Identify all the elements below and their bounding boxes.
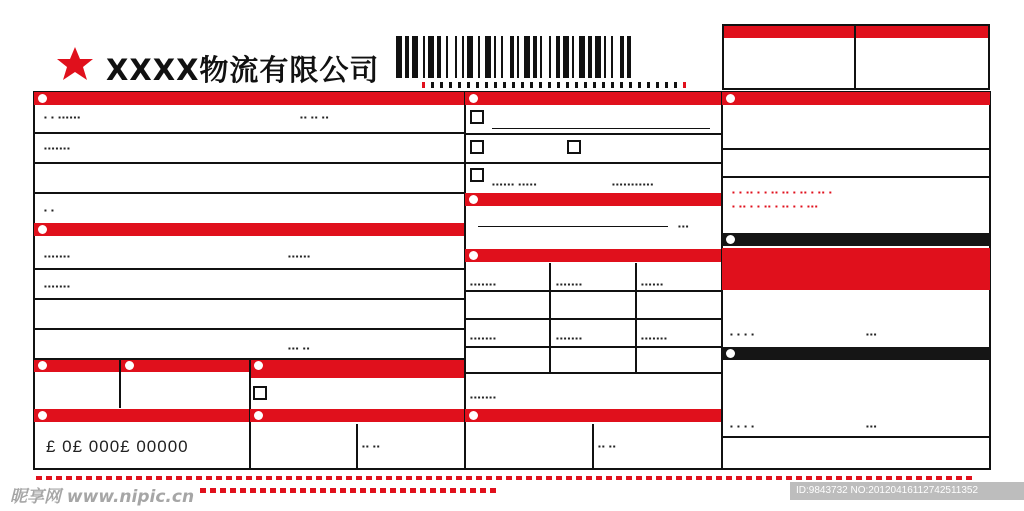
signature-divider bbox=[356, 424, 358, 470]
barcode-bar bbox=[572, 36, 574, 78]
receiver-sign-divider bbox=[592, 424, 594, 470]
barcode-bar bbox=[588, 36, 592, 78]
barcode-digit-mark bbox=[638, 82, 641, 88]
barcode-bar bbox=[405, 36, 409, 78]
barcode-digit-mark bbox=[557, 82, 560, 88]
barcode-digit-mark bbox=[602, 82, 605, 88]
fee-row-4 bbox=[465, 372, 721, 374]
fee-header bbox=[465, 249, 721, 262]
sender-sign-date: ▪▪▪ bbox=[866, 330, 878, 339]
payment-header-c bbox=[250, 359, 464, 378]
barcode-digit-mark bbox=[548, 82, 551, 88]
barcode-digit-mark bbox=[593, 82, 596, 88]
barcode-digit-mark bbox=[512, 82, 515, 88]
service-checkbox-4[interactable] bbox=[470, 168, 484, 182]
service-checkbox-3[interactable] bbox=[567, 140, 581, 154]
barcode-digit-mark bbox=[521, 82, 524, 88]
fee-marks-7: ▪▪▪▪▪▪▪ bbox=[470, 393, 497, 402]
sender-field-marks-4: ▪ ▪ bbox=[44, 206, 55, 215]
recipient-field-marks-3: ▪▪▪▪▪▪▪ bbox=[44, 282, 71, 291]
watermark-id-bar: ID:9843732 NO:20120416112742511352 bbox=[790, 482, 1024, 500]
goods-underline bbox=[478, 226, 668, 227]
barcode-digit-mark bbox=[611, 82, 614, 88]
footer-fine-print-1 bbox=[36, 476, 976, 480]
barcode-bar bbox=[428, 36, 434, 78]
barcode-icon bbox=[396, 36, 696, 90]
barcode-digit-mark bbox=[431, 82, 434, 88]
star-icon bbox=[56, 46, 94, 82]
barcode-digit-mark bbox=[485, 82, 488, 88]
amount-header bbox=[34, 409, 249, 422]
service-row-2 bbox=[465, 162, 721, 164]
fee-marks-4: ▪▪▪▪▪▪▪ bbox=[470, 334, 497, 343]
recipient-row-2 bbox=[34, 298, 464, 300]
amount-value: £ 0£ 000£ 00000 bbox=[46, 437, 189, 456]
fee-marks-6: ▪▪▪▪▪▪▪ bbox=[641, 334, 668, 343]
barcode-bar bbox=[396, 36, 402, 78]
barcode-digit-mark bbox=[422, 82, 425, 88]
sender-row-1 bbox=[34, 132, 464, 134]
payment-header-a bbox=[34, 359, 120, 372]
service-checkbox-1[interactable] bbox=[470, 110, 484, 124]
barcode-bar bbox=[455, 36, 457, 78]
recipient-field-marks-4: ▪▪▪ ▪▪ bbox=[288, 344, 311, 353]
top-right-divider bbox=[854, 24, 856, 90]
barcode-digit-mark bbox=[575, 82, 578, 88]
barcode-digit-mark bbox=[440, 82, 443, 88]
barcode-digit-mark bbox=[620, 82, 623, 88]
barcode-digit-mark bbox=[503, 82, 506, 88]
barcode-digit-mark bbox=[629, 82, 632, 88]
barcode-bar bbox=[485, 36, 491, 78]
barcode-bar bbox=[549, 36, 551, 78]
barcode-bar bbox=[540, 36, 542, 78]
declared-notice-2: ▪ ▪▪ ▪ ▪ ▪▪ ▪ ▪▪ ▪ ▪ ▪▪▪ bbox=[732, 202, 819, 211]
payment-checkbox[interactable] bbox=[253, 386, 267, 400]
sender-sign-marks: ▪ ▪ ▪ ▪ bbox=[730, 330, 756, 339]
receiver-confirm-row bbox=[722, 436, 990, 438]
barcode-digit-mark bbox=[449, 82, 452, 88]
declared-notice-1: ▪ ▪ ▪▪ ▪ ▪ ▪▪ ▪▪ ▪ ▪▪ ▪ ▪▪ ▪ bbox=[732, 188, 833, 197]
barcode-digit-mark bbox=[530, 82, 533, 88]
barcode-bar bbox=[517, 36, 519, 78]
barcode-bar bbox=[611, 36, 613, 78]
service-row-1 bbox=[465, 133, 721, 135]
service-checkbox-2[interactable] bbox=[470, 140, 484, 154]
declared-row-2 bbox=[722, 176, 990, 178]
barcode-bar bbox=[446, 36, 448, 78]
barcode-digit-mark bbox=[494, 82, 497, 88]
barcode-bar bbox=[494, 36, 496, 78]
barcode-bar bbox=[579, 36, 585, 78]
service-underline bbox=[492, 128, 710, 129]
barcode-bar bbox=[478, 36, 480, 78]
barcode-digit-mark bbox=[665, 82, 668, 88]
recipient-row-3 bbox=[34, 328, 464, 330]
barcode-bar bbox=[467, 36, 473, 78]
sender-field-marks-3: ▪▪▪▪▪▪▪ bbox=[44, 144, 71, 153]
fee-row-3 bbox=[465, 346, 721, 348]
barcode-bar bbox=[620, 36, 624, 78]
top-right-box bbox=[722, 24, 990, 90]
signature-marks: ▪▪ ▪▪ bbox=[362, 442, 381, 451]
company-name: XXXX物流有限公司 bbox=[106, 53, 380, 87]
barcode-digit-mark bbox=[476, 82, 479, 88]
service-header bbox=[465, 92, 721, 105]
receiver-sign-marks: ▪▪ ▪▪ bbox=[598, 442, 617, 451]
sender-field-marks-2: ▪▪ ▪▪ ▪▪ bbox=[300, 113, 330, 122]
barcode-bar bbox=[533, 36, 537, 78]
barcode-digit-mark bbox=[467, 82, 470, 88]
sender-header bbox=[34, 92, 464, 105]
signature-header bbox=[250, 409, 464, 422]
sender-field-marks-1: ▪ ▪ ▪▪▪▪▪▪ bbox=[44, 113, 82, 122]
barcode-digit-mark bbox=[647, 82, 650, 88]
fee-divider-1 bbox=[549, 263, 551, 372]
barcode-digit-mark bbox=[539, 82, 542, 88]
barcode-digit-mark bbox=[584, 82, 587, 88]
footer-fine-print-2 bbox=[200, 488, 500, 493]
recipient-row-1 bbox=[34, 268, 464, 270]
fee-row-2 bbox=[465, 318, 721, 320]
barcode-bar bbox=[563, 36, 569, 78]
barcode-bar bbox=[501, 36, 503, 78]
barcode-bar bbox=[510, 36, 514, 78]
barcode-bar bbox=[462, 36, 464, 78]
goods-marks: ▪▪▪ bbox=[678, 222, 690, 231]
receiver-confirm-date: ▪▪▪ bbox=[866, 422, 878, 431]
barcode-bar bbox=[627, 36, 631, 78]
sender-sign-header bbox=[722, 233, 990, 246]
fee-row-1 bbox=[465, 290, 721, 292]
declared-header bbox=[722, 92, 990, 105]
recipient-field-marks-1: ▪▪▪▪▪▪▪ bbox=[44, 252, 71, 261]
fee-marks-5: ▪▪▪▪▪▪▪ bbox=[556, 334, 583, 343]
barcode-digit-mark bbox=[458, 82, 461, 88]
barcode-bar bbox=[437, 36, 441, 78]
receiver-sign-header bbox=[465, 409, 721, 422]
barcode-bar bbox=[604, 36, 606, 78]
barcode-bar bbox=[556, 36, 560, 78]
payment-header-b bbox=[121, 359, 249, 372]
goods-header bbox=[465, 193, 721, 206]
receiver-confirm-header bbox=[722, 347, 990, 360]
fee-marks-2: ▪▪▪▪▪▪▪ bbox=[556, 280, 583, 289]
fee-marks-3: ▪▪▪▪▪▪ bbox=[641, 280, 665, 289]
barcode-digit-mark bbox=[683, 82, 686, 88]
sender-sign-notice bbox=[722, 248, 990, 290]
service-marks-1: ▪▪▪▪▪▪ ▪▪▪▪▪ bbox=[492, 180, 538, 189]
service-marks-2: ▪▪▪▪▪▪▪▪▪▪▪ bbox=[612, 180, 655, 189]
barcode-bar bbox=[423, 36, 425, 78]
recipient-header bbox=[34, 223, 464, 236]
barcode-digit-mark bbox=[674, 82, 677, 88]
barcode-bar bbox=[412, 36, 418, 78]
watermark-logo: 昵享网 www.nipic.cn bbox=[10, 487, 195, 507]
receiver-confirm-marks: ▪ ▪ ▪ ▪ bbox=[730, 422, 756, 431]
recipient-field-marks-2: ▪▪▪▪▪▪ bbox=[288, 252, 312, 261]
sender-row-2 bbox=[34, 162, 464, 164]
sender-row-3 bbox=[34, 192, 464, 194]
barcode-digit-mark bbox=[656, 82, 659, 88]
barcode-digit-mark bbox=[566, 82, 569, 88]
fee-marks-1: ▪▪▪▪▪▪▪ bbox=[470, 280, 497, 289]
barcode-bar bbox=[524, 36, 530, 78]
declared-row-1 bbox=[722, 148, 990, 150]
payment-divider-1 bbox=[119, 358, 121, 408]
barcode-bar bbox=[595, 36, 601, 78]
fee-divider-2 bbox=[635, 263, 637, 372]
